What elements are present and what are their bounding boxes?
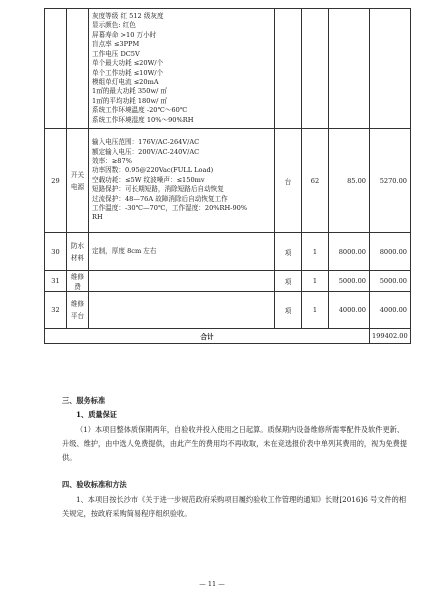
spec-line: 输入电压范围：176V/AC-264V/AC (92, 138, 200, 147)
spec-line: 工作温度：-30℃—70℃，工作湿度：20%RH-90% (92, 204, 248, 213)
spec-line: 额定输入电压：200V/AC-240V/AC (92, 147, 200, 156)
row-number: 30 (45, 233, 67, 271)
row28-spec-cell (89, 9, 275, 129)
table-row-31 (45, 271, 411, 292)
unit-price: 4000.00 (329, 292, 370, 329)
line-total: 8000.00 (370, 233, 411, 271)
item-name: 维修费 (67, 271, 89, 292)
quantity: 1 (302, 292, 329, 329)
spec-line: 过流保护：48—76A 故障消除后自动恢复工作 (92, 194, 228, 203)
unit: 项 (275, 292, 302, 329)
item-name: 防水材料 (67, 233, 89, 271)
spec-line: 单个工作功耗 ≤10W/个 (92, 68, 164, 77)
section-3-1-heading: 1、质量保证 (76, 410, 117, 419)
spec-line: 系统工作环境湿度 10%～90%RH (92, 115, 194, 124)
page-number: — 11 — (199, 580, 225, 588)
table-row-total (45, 329, 411, 344)
line-total: 5000.00 (370, 271, 411, 292)
row28-unit-cell (275, 9, 302, 129)
row29-spec-cell (89, 129, 275, 233)
spec-line: 工作电压 DC5V (92, 49, 140, 58)
price-table (44, 8, 411, 344)
spec-line: 空载功耗：≤5W 纹波噪声：≤150mv (92, 175, 205, 184)
quantity: 1 (302, 233, 329, 271)
spec-line: 单个最大功耗 ≤20W/个 (92, 59, 164, 68)
spec-line: 盲点率 ≤3PPM (92, 40, 140, 49)
table-row-30 (45, 233, 411, 271)
unit-price: 8000.00 (329, 233, 370, 271)
sum-label: 合计 (45, 329, 370, 344)
spec-line: 显示颜色: 红色 (92, 21, 136, 30)
item-spec (89, 271, 275, 292)
sum-total: 199402.00 (370, 329, 411, 344)
unit: 项 (275, 233, 302, 271)
spec-line: 灰度等级 红 512 级灰度 (92, 12, 164, 21)
line-total: 4000.00 (370, 292, 411, 329)
unit: 台 (275, 129, 302, 233)
item-name: 开关电源 (67, 129, 89, 233)
quantity: 1 (302, 271, 329, 292)
row-number: 29 (45, 129, 67, 233)
line-total: 5270.00 (370, 129, 411, 233)
spec-line: 效率：≥87% (92, 156, 132, 165)
spec-line: 功率因数：0.95@220Vac(FULL Load) (92, 166, 214, 175)
row-number: 32 (45, 292, 67, 329)
spec-line: RH (92, 213, 103, 222)
row28-name-cell (67, 9, 89, 129)
unit-price: 85.00 (329, 129, 370, 233)
unit-price: 5000.00 (329, 271, 370, 292)
spec-line: 1㎡的平均功耗 180w/ ㎡ (92, 96, 167, 105)
spec-line: 屏幕寿命 >10 万小时 (92, 30, 157, 39)
spec-line: 系统工作环境温度 -20℃～60℃ (92, 106, 188, 115)
item-spec (89, 292, 275, 329)
table-row-28 (45, 9, 411, 129)
table-row-32 (45, 292, 411, 329)
spec-line: 1㎡的最大功耗 350w/ ㎡ (92, 87, 167, 96)
section-3-heading: 三、服务标准 (62, 396, 106, 405)
row28-total-cell (370, 9, 411, 129)
row28-price-cell (329, 9, 370, 129)
section-4-paragraph: 1、本项目按长沙市《关于进一步规范政府采购项目履约验收工作管理的通知》长财[2016]6 号文件的相关规定，按政府采购简易程序组织验收。 (62, 495, 407, 518)
spec-line: 短路保护：可长期短路，消除短路后自动恢复 (92, 185, 224, 194)
section-4-heading: 四、验收标准和方法 (62, 480, 127, 489)
row28-qty-cell (302, 9, 329, 129)
item-spec: 定制，厚度 8cm 左右 (89, 233, 275, 271)
item-name: 维修平台 (67, 292, 89, 329)
table-row-29 (45, 129, 411, 233)
row-number: 31 (45, 271, 67, 292)
spec-line: 模组单灯电流 ≤20mA (92, 77, 159, 86)
quantity: 62 (302, 129, 329, 233)
section-3-1-paragraph: （1）本项目整体质保期两年，自验收并投入使用之日起算。质保期内设备维修所需零配件及软件更新、升级、维护，由中选人免费提供，由此产生的费用均不再收取，未在竞选报价表中单列其费用的，视为免费提供。 (62, 425, 408, 462)
row28-no-cell (45, 9, 67, 129)
unit: 项 (275, 271, 302, 292)
